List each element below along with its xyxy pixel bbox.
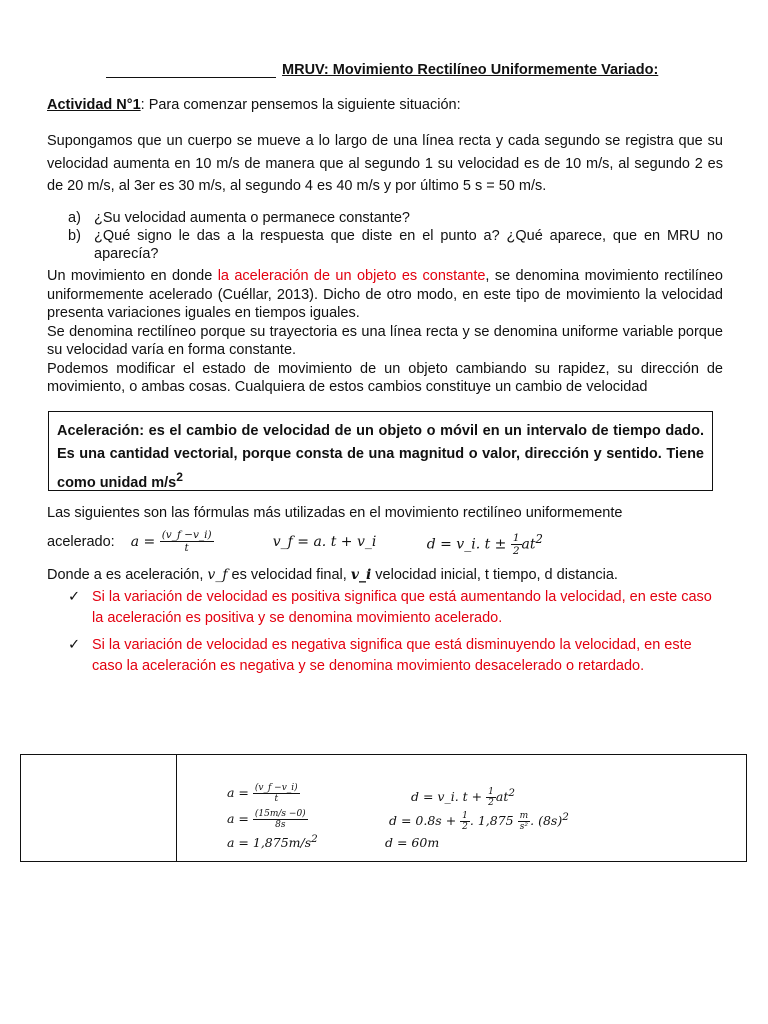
variables-legend — [47, 567, 723, 583]
title-underline-blank — [106, 63, 276, 78]
calc-a1 — [227, 783, 300, 804]
formulas-label: acelerado: — [47, 533, 115, 550]
formula-distance — [427, 526, 543, 558]
question-text: ¿Su velocidad aumenta o permanece constante? — [94, 210, 410, 226]
activity-label: Actividad N°1 — [47, 97, 141, 113]
calc-d2-unit-num: m — [519, 811, 529, 822]
formula-d-fraction — [511, 532, 522, 557]
question-text: ¿Qué signo le das a la respuesta que diste en el punto a? ¿Qué aparece, que en MRU no aparecía? — [94, 228, 723, 262]
check-text: Si la variación de velocidad es negativa significa que está disminuyendo la velocidad, en este caso la aceleración es negativa y se denomina movimiento desacelerado o retardado. — [92, 637, 692, 674]
calc-d2-sup: 2 — [562, 811, 569, 823]
formula-d-rhs: at — [521, 536, 536, 553]
definition-line2: Se denomina rectilíneo porque su trayectoria es una línea recta y se denomina uniforme variable porque su velocidad varía en forma constante. — [47, 323, 723, 358]
calc-d2-rhs: . (8s) — [530, 813, 563, 829]
definition-post: , se denomina movimiento rectilíneo uniformemente acelerado (Cuéllar, 2013). Dicho de otro modo, en este tipo de movimiento la velocidad presenta variaciones iguales en tiempos iguales. — [47, 268, 723, 321]
calc-d2-fraction — [460, 811, 470, 832]
calc-a2-fraction — [253, 809, 308, 830]
calc-a1-lhs: a = — [227, 785, 249, 800]
calc-d1-rhs: at — [495, 789, 509, 805]
check-text: Si la variación de velocidad es positiva significa que está aumentando la velocidad, en este caso la aceleración es positiva y se denomina movimiento acelerado. — [92, 589, 712, 626]
formula-a-num: (v_f −v_i) — [161, 529, 212, 542]
box-text: Aceleración: es el cambio de velocidad de un objeto o móvil en un intervalo de tiempo dado. Es una cantidad vectorial, porque consta de una magnitud o valor, dirección y sentido. Tiene como unidad m/s — [57, 423, 704, 491]
calc-d2-unit-den: s² — [519, 822, 528, 833]
formula-d-lhs: d = v_i. t ± — [426, 536, 507, 553]
check-item — [68, 635, 723, 677]
formula-final-velocity: v_f = a. t + v_i — [272, 533, 377, 550]
formula-a-fraction — [160, 529, 214, 554]
question-item — [68, 227, 723, 263]
page-title — [106, 62, 666, 78]
activity-text: : Para comenzar pensemos la siguiente situación: — [140, 97, 461, 113]
calc-d1-den: 2 — [488, 798, 494, 809]
definition-highlight: la aceleración de un objeto es constante — [217, 268, 486, 284]
calculation-table — [20, 754, 747, 862]
check-list — [68, 587, 723, 683]
calc-a2-num: (15m/s −0) — [254, 809, 306, 819]
calc-d2-mid: . 1,875 — [469, 813, 514, 829]
situation-paragraph: Supongamos que un cuerpo se mueve a lo largo de una línea recta y cada segundo se registra que su velocidad aumenta en 10 m/s de manera que al segundo 1 su velocidad es de 10 m/s, al segundo 2 es de 20 m/s, al 3er es 30 m/s, al segundo 4 es 40 m/s y por último 5 s = 50 m/s. — [47, 133, 723, 194]
calc-a2-den: 8s — [275, 820, 286, 830]
calc-a2 — [227, 809, 308, 830]
question-label: a) — [68, 210, 81, 226]
calc-d1 — [411, 787, 515, 808]
calc-d2-unit-fraction — [518, 811, 531, 832]
formula-a-lhs: a = — [130, 533, 156, 550]
definition-line3: Podemos modificar el estado de movimiento de un objeto cambiando su rapidez, su dirección de movimiento, o ambas cosas. Cualquiera de estos cambios constituye un cambio de velocidad — [47, 360, 723, 395]
calc-a1-fraction — [253, 783, 300, 804]
legend-post: velocidad inicial, t tiempo, d distancia. — [371, 567, 618, 583]
calc-d1-fraction — [486, 787, 496, 808]
formula-d-num: 1 — [512, 532, 520, 545]
title-text: MRUV: Movimiento Rectilíneo Uniformemente Variado: — [282, 62, 659, 78]
formula-a-den: t — [184, 542, 189, 555]
question-item — [68, 209, 723, 227]
question-list — [68, 209, 723, 263]
formula-acceleration — [131, 529, 273, 555]
calc-d2-den: 2 — [462, 822, 468, 833]
legend-vf: v_f — [207, 567, 228, 583]
formulas-section — [47, 500, 723, 558]
calc-d2-num: 1 — [462, 811, 468, 822]
calc-d2 — [389, 811, 569, 832]
calc-d1-sup: 2 — [508, 787, 515, 799]
question-label: b) — [68, 228, 81, 244]
calc-a1-den: t — [274, 794, 279, 804]
definition-paragraph — [47, 267, 723, 397]
legend-mid: es velocidad final, — [227, 567, 351, 583]
acceleration-definition-box — [48, 411, 713, 491]
calc-a2-lhs: a = — [227, 811, 249, 826]
calc-d3: d = 60m — [385, 835, 440, 850]
checkmark-icon: ✓ — [68, 637, 81, 653]
formula-d-sup: 2 — [535, 532, 543, 546]
legend-vi: v_i — [350, 567, 372, 583]
calc-a3-text: a = 1,875m/s — [227, 835, 312, 851]
checkmark-icon: ✓ — [68, 589, 81, 605]
calc-a1-num: (v_f −v_i) — [254, 783, 298, 793]
table-divider — [176, 755, 177, 861]
formulas-intro: Las siguientes son las fórmulas más utilizadas en el movimiento rectilíneo uniformemente — [47, 505, 623, 521]
calc-a3-sup: 2 — [311, 833, 318, 845]
activity-heading — [47, 97, 461, 113]
calc-d1-lhs: d = v_i. t + — [411, 789, 483, 805]
box-sup: 2 — [176, 470, 183, 484]
calc-a3 — [227, 833, 318, 850]
check-item — [68, 587, 723, 629]
definition-pre: Un movimiento en donde — [47, 268, 218, 284]
calc-d1-num: 1 — [488, 787, 494, 798]
formula-d-den: 2 — [512, 545, 520, 558]
legend-pre: Donde a es aceleración, — [47, 567, 208, 583]
calc-d2-lhs: d = 0.8s + — [389, 813, 457, 829]
